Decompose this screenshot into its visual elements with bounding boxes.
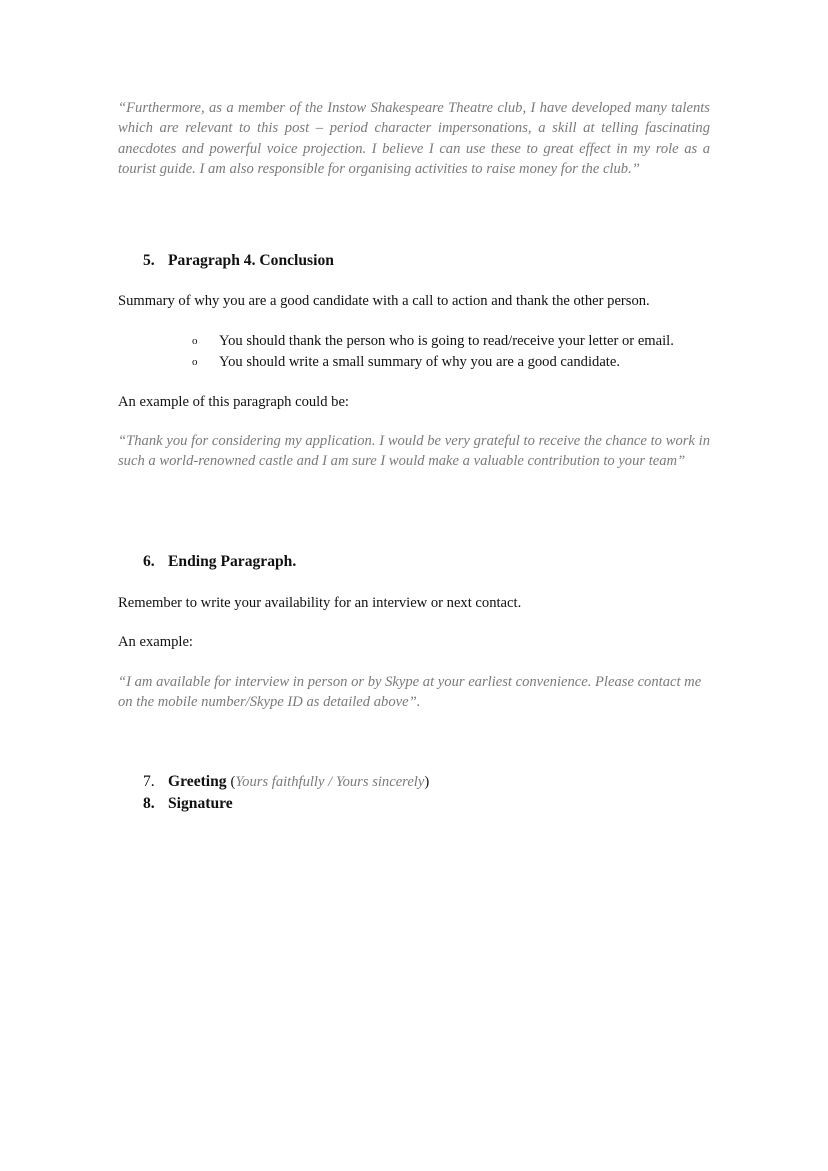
section-7-title: Greeting: [168, 773, 227, 790]
bullet-circle-icon: o: [192, 335, 198, 347]
section-6-title: Ending Paragraph.: [168, 553, 297, 570]
section-7-options-text: Yours faithfully / Yours sincerely: [235, 774, 425, 790]
section-6-description: Remember to write your availability for an interview or next contact.: [118, 595, 522, 611]
section-8-title: Signature: [168, 795, 233, 812]
section-6-heading: [143, 552, 296, 572]
section-6-example-intro: An example:: [118, 634, 193, 650]
section-8-number: 8.: [143, 795, 155, 812]
bullet-text: You should write a small summary of why you are a good candidate.: [219, 354, 620, 370]
example-quote-theatre-club: “Furthermore, as a member of the Instow Shakespeare Theatre club, I have developed many talents which are relevant to this post – period character impersonations, a skill at telling fascinating anecdotes and powerful voice projection. I believe I can use these to great effect in my role as a tourist guide. I am also responsible for organising activities to raise money for the club.”: [118, 100, 710, 177]
section-5-bullet-thank: [192, 331, 674, 351]
section-7-options: (Yours faithfully / Yours sincerely): [230, 774, 430, 790]
section-8-line: [143, 794, 233, 814]
section-6-example-quote: “I am available for interview in person or by Skype at your earliest convenience. Please contact me on the mobile number/Skype ID as detailed above”.: [118, 674, 702, 711]
section-5-title: Paragraph 4. Conclusion: [168, 252, 334, 269]
section-5-example-quote: “Thank you for considering my application. I would be very grateful to receive the chance to work in such a world-renowned castle and I am sure I would make a valuable contribution to your team”: [118, 433, 710, 470]
section-5-bullet-summary: [192, 352, 620, 372]
section-7-line: [143, 772, 429, 792]
section-7-number: 7.: [143, 773, 155, 790]
section-5-example-intro: An example of this paragraph could be:: [118, 394, 349, 410]
section-5-heading: [143, 251, 334, 271]
section-5-description: Summary of why you are a good candidate with a call to action and thank the other person.: [118, 293, 650, 309]
section-5-number: 5.: [143, 252, 155, 269]
bullet-text: You should thank the person who is going to read/receive your letter or email.: [219, 333, 674, 349]
bullet-circle-icon: o: [192, 356, 198, 368]
section-6-number: 6.: [143, 553, 155, 570]
